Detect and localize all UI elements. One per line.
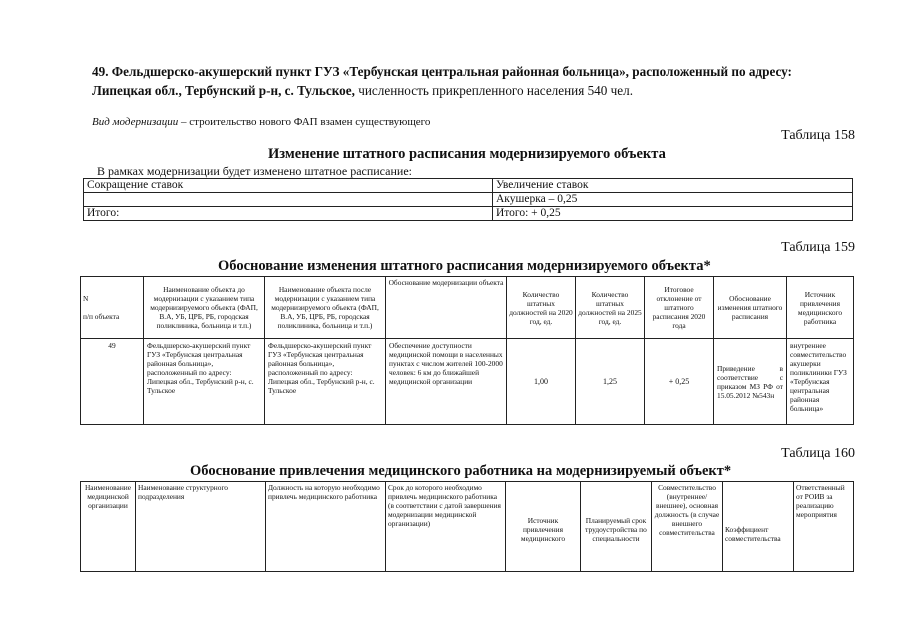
section-heading-bold: 49. Фельдшерско-акушерский пункт ГУЗ «Тербунская центральная районная больница», расположенный по адресу: Липецкая обл., Тербунский р-н, с. Тульское, [92,64,792,98]
header-cell: Количество штатных должностей на 2025 год, ед. [576,277,645,339]
header-cell: Наименование объекта после модернизации с указанием типа модернизируемого объекта (ФАП, В.А, УБ, ЦРБ, РБ, городская поликлиника, больница и т.п.) [265,277,386,339]
table-cell-count2020: 1,00 [507,339,576,425]
header-cell: Должность на которую необходимо привлечь медицинского работника [266,482,386,572]
table-cell: Итого: [84,207,493,221]
table-header-row [81,482,854,572]
table160-title: Обоснование привлечения медицинского работника на модернизируемый объект* [190,463,732,479]
section-heading [92,62,852,100]
table-row [84,207,853,221]
header-cell: Количество штатных должностей на 2020 год, ед. [507,277,576,339]
table158-note: В рамках модернизации будет изменено штатное расписание: [97,164,412,178]
table-header-row [81,277,854,339]
table-row [84,179,853,193]
header-cell: Коэффициент совместительства [723,482,794,572]
header-cell: N п/п объекта [81,277,144,339]
table-cell-count2025: 1,25 [576,339,645,425]
table-cell-after: Фельдшерско-акушерский пункт ГУЗ «Тербунская центральная районная больница», расположенный по адресу: Липецкая обл., Тербунский р-н, с. Тульское [265,339,386,425]
modernization-type-label: Вид модернизации [92,116,179,128]
header-cell: Планируемый срок трудоустройства по специальности [581,482,652,572]
table-cell-before: Фельдшерско-акушерский пункт ГУЗ «Тербунская центральная районная больница», расположенный по адресу: Липецкая обл., Тербунский р-н, с. Тульское [144,339,265,425]
staffing-change-table [83,178,853,221]
header-cell: Наименование медицинской организации [81,482,136,572]
header-cell: Наименование объекта до модернизации с указанием типа модернизируемого объекта (ФАП, В.А, УБ, ЦРБ, РБ, городская поликлиника, больница и т.п.) [144,277,265,339]
table-cell-deviation: + 0,25 [645,339,714,425]
modernization-type-text: – строительство нового ФАП взамен существующего [178,116,431,128]
table-cell-reason: Обеспечение доступности медицинской помощи в населенных пунктах с числом жителей 100-2000 человек: 6 км до ближайшей медицинской организации [386,339,507,425]
table-cell: Сокращение ставок [84,179,493,193]
header-cell: Совместительство (внутреннее/внешнее), основная должность (в случае внешнего совместительства [652,482,723,572]
table-cell: Увеличение ставок [493,179,853,193]
table-cell-num: 49 [81,339,144,425]
header-cell: Источник привлечения медицинского работника [787,277,854,339]
table-cell [84,193,493,207]
header-cell: Наименование структурного подразделения [136,482,266,572]
table-row [84,193,853,207]
table-cell: Акушерка – 0,25 [493,193,853,207]
table158-title: Изменение штатного расписания модернизируемого объекта [268,146,666,162]
table159-number: Таблица 159 [781,240,855,255]
header-cell: Итоговое отклонение от штатного расписания 2020 года [645,277,714,339]
table-cell-justification: Приведение в соответствие с приказом МЗ РФ от 15.05.2012 №543н [714,339,787,425]
staffing-justification-table [80,276,854,425]
table-cell: Итого: + 0,25 [493,207,853,221]
table159-title: Обоснование изменения штатного расписания модернизируемого объекта* [218,258,711,274]
table158-number: Таблица 158 [781,128,855,143]
table-row [81,339,854,425]
modernization-type [92,116,430,128]
worker-attraction-table [80,481,854,572]
table-cell-source: внутреннее совместительство акушерки поликлиники ГУЗ «Тербунская центральная районная больница» [787,339,854,425]
header-cell: Обоснование модернизации объекта [386,277,507,339]
header-cell: Ответственный от РОИВ за реализацию мероприятия [794,482,854,572]
header-cell: Обоснование изменения штатного расписания [714,277,787,339]
header-cell: Срок до которого необходимо привлечь медицинского работника (в соответствии с датой завершения модернизации медицинской организации) [386,482,506,572]
header-cell: Источник привлечения медицинского [506,482,581,572]
section-heading-population: численность прикрепленного населения 540 чел. [354,83,634,98]
table160-number: Таблица 160 [781,446,855,461]
